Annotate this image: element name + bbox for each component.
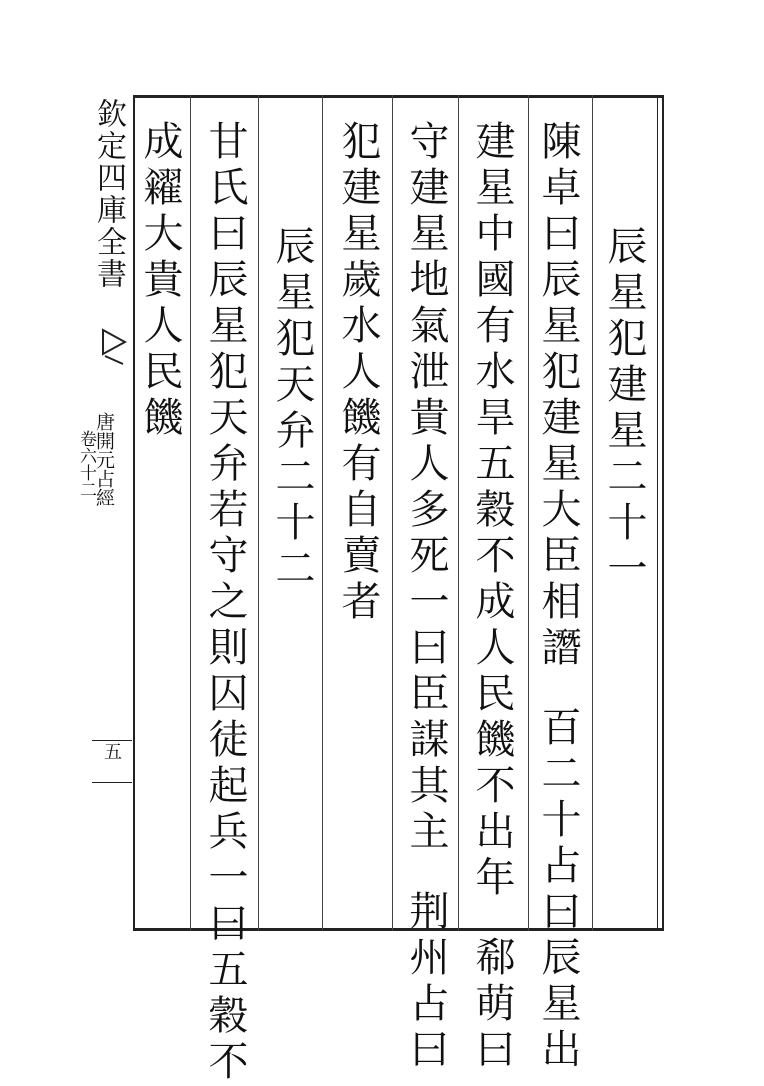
heading-text: 辰星犯建星二十一 [601,225,647,593]
column-rule [458,95,459,931]
column-rule [528,95,529,931]
column-rule [190,95,191,931]
frame-inner-rule [657,95,658,931]
text-column [270,225,314,593]
text-column [203,120,247,1086]
column-rule [258,95,259,931]
fish-tail-mark-icon [101,328,127,368]
heading-text: 辰星犯天弁二十二 [269,225,315,593]
column-text: 建星中國有水旱五穀不成人民饑不出年 [469,120,515,902]
column-text: 犯建星歲水人饑有自賣者 [335,120,381,626]
text-column [138,120,182,442]
margin-source-note: 唐開元占經 [93,412,115,507]
margin-page-number: 五 [101,742,122,760]
column-text: 荆州占曰 [403,890,449,1074]
column-text: 百二十占曰辰星出 [535,706,581,1074]
column-rule [322,95,323,931]
margin-volume: 卷六十二 [76,430,96,498]
text-column [470,120,514,1074]
column-text: 郗萌曰 [469,936,515,1074]
text-column [404,120,448,1074]
margin-rule [92,740,132,741]
text-column [536,120,580,1074]
column-rule [392,95,393,931]
margin-rule [92,782,132,783]
column-text: 甘氏曰辰星犯天弁若守之則囚徒起兵一曰五穀不 [202,120,248,1086]
margin-book-title: 欽定四庫全書 [91,98,126,290]
column-text: 守建星地氣泄貴人多死一曰臣謀其主 [403,120,449,856]
column-text: 陳卓曰辰星犯建星大臣相譖 [535,120,581,672]
text-column [602,225,646,593]
text-column [336,120,380,626]
column-rule [592,95,593,931]
column-text: 成糴大貴人民饑 [137,120,183,442]
